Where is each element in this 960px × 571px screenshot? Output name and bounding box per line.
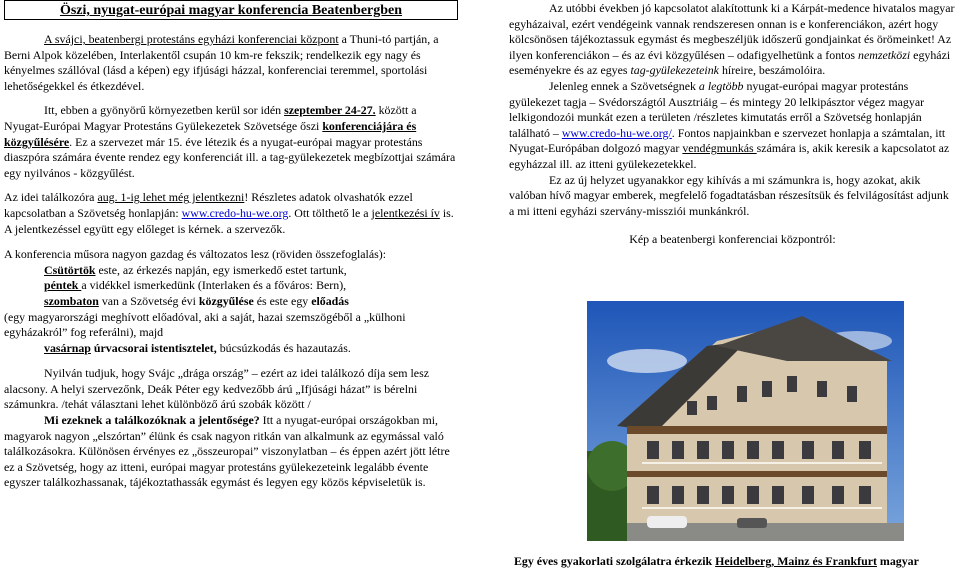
program-lecture: (egy magyarországi meghívott előadóval, aki a saját, hazai szemszögéből a „külhoni egyházakról” fog referálni), majd xyxy=(4,309,406,340)
significance-paragraph: Mi ezeknek a találkozóknak a jelentősége? Itt a nyugat-európai országokban mi, magyarok nagyon „elszórtan” élünk és csak nagyon ritkán van alkalmunk az egymással való találkozásokra. Különösen érvényes ez „összeuropai” viszonylatban – és éppen azért jött létre ez a Szövetség, hogy az itteni, európai magyar protestáns gyülekezeteink legalább évente egyszer találkozhassanak, tájékoztathassák egymást és legyen egy közös képviseletük is. xyxy=(4,413,450,490)
conference-name: konferenciájára és közgyűlésére xyxy=(4,118,417,149)
conference-date: szeptember 24-27. xyxy=(284,103,376,118)
photo-caption: Egy éves gyakorlati szolgálatra érkezik Heidelberg, Mainz és Frankfurt magyar xyxy=(514,554,919,568)
program-sunday: vasárnap úrvacsorai istentisztelet, búcsúzkodás és hazautazás. xyxy=(44,340,351,355)
date-paragraph: Itt, ebben a gyönyörű környezetben kerül sor idén szeptember 24-27. között a Nyugat-Európai Magyar Protestáns Gyülekezetek Szövetsége őszi konferenciájára és közgyűlésére. Ez a szervezet már 15. éve létezik és a nyugat-európai magyar protestáns diaszpóra számára évente rendez egy konferenciát ill. a tag-gyülekezetek megbízottjai számára egy nyilvános - közgyűlést. xyxy=(4,103,456,180)
program-thursday: Csütörtök este, az érkezés napján, egy ismerkedő estet tartunk, xyxy=(44,262,347,277)
membership-paragraph: Jelenleg ennek a Szövetségnek a legtöbb nyugat-európai magyar protestáns gyülekezet tagja – Svédországtól Ausztriáig – és mintegy 20 lelkipásztor végez magyar lelkigondozói munkát ezen a területen /részletes kimutatás erről a Szövetség honlapján található – www.credo-hu-we.org/. Fontos napjainkban e szervezet honlapja a számtalan, itt Nyugat-Európában dolgozó magyar vendégmunkás számára is, akik keresik a kapcsolatot az egyházzal ill. az itteni gyülekezetekkel. xyxy=(509,78,950,171)
registration-paragraph: Az idei találkozóra aug. 1-ig lehet még jelentkezni! Részletes adatok olvashatók ezzel kapcsolatban a Szövetség honlapján: www.credo-hu-we.org. Ott tölthető le a jelentkezési ív is. A jelentkezéssel együtt egy előleget is kérnek. a szervezők. xyxy=(4,190,454,236)
program-saturday: szombaton van a Szövetség évi közgyűlése és este egy előadás xyxy=(44,293,349,308)
title-box xyxy=(4,0,458,20)
registration-form-link[interactable]: jelentkezési ív xyxy=(371,205,440,220)
page-title: Öszi, nyugat-európai magyar konferencia Beatenbergben xyxy=(59,3,403,18)
right-column xyxy=(509,0,956,248)
website-link-2[interactable]: www.credo-hu-we.org/ xyxy=(561,125,672,140)
relations-paragraph: Az utóbbi években jó kapcsolatot alakítottunk ki a Kárpát-medence hivatalos magyar egyházaival, ezért vendégeink vannak rendszeresen onnan is e konferenciákon, azért hogy kölcsönösen tájékoztassuk egymást és megbeszéljük időszerű gondjainkat és örömeinket! Az ilyen konferenciákon – és az évi közgyűlésen – odafigyelhetünk a fontos nemzetközi egyházi eseményekre és az egyes tag-gyülekezeteink híreire, beszámolóira. xyxy=(509,1,955,78)
program-intro: A konferencia műsora nagyon gazdag és változatos lesz (röviden összefoglalás): xyxy=(4,247,387,262)
center-name: A svájci, beatenbergi protestáns egyházi konferenciai központ xyxy=(44,32,339,46)
conference-center-photo xyxy=(587,301,904,541)
challenge-paragraph: Ez az új helyzet ugyanakkor egy kihívás a mi számunkra is, hogy azokat, akik valóban hívő magyar emberek, megfelelő fogadtatásban részesítsük és felvilágosítást adjunk a mi itteni egyházi szervány-missziói munkánkról. xyxy=(509,172,949,218)
registration-deadline: aug. 1-ig lehet még jelentkezni xyxy=(97,190,245,205)
program-friday: péntek a vidékkel ismerkedünk (Interlaken és a főváros: Bern), xyxy=(44,278,347,293)
intro-paragraph: A svájci, beatenbergi protestáns egyházi konferenciai központ a Thuni-tó partján, a Berni Alpok közelében, Interlakentől csupán 10 km-re fekszik; rendelkezik egy nagy és kényelmes szállóval (lásd a képen) egy ifjúsági házzal, konferenciai teremmel, sportolási lehetőségekkel és étkezdével. xyxy=(4,32,439,93)
website-link[interactable]: www.credo-hu-we.org xyxy=(181,205,289,220)
left-column xyxy=(4,0,458,491)
price-paragraph: Nyilván tudjuk, hogy Svájc „drága ország” – ezért az idei találkozó díja sem lesz alacsony. A helyi szervezőnk, Deák Péter egy kedvezőbb árú „Ifjúsági házat” is bérelni számunkra. /tehát választani lehet különböző árú szobák között / xyxy=(4,366,429,412)
photo-heading: Kép a beatenbergi konferenciai központról: xyxy=(629,232,836,247)
